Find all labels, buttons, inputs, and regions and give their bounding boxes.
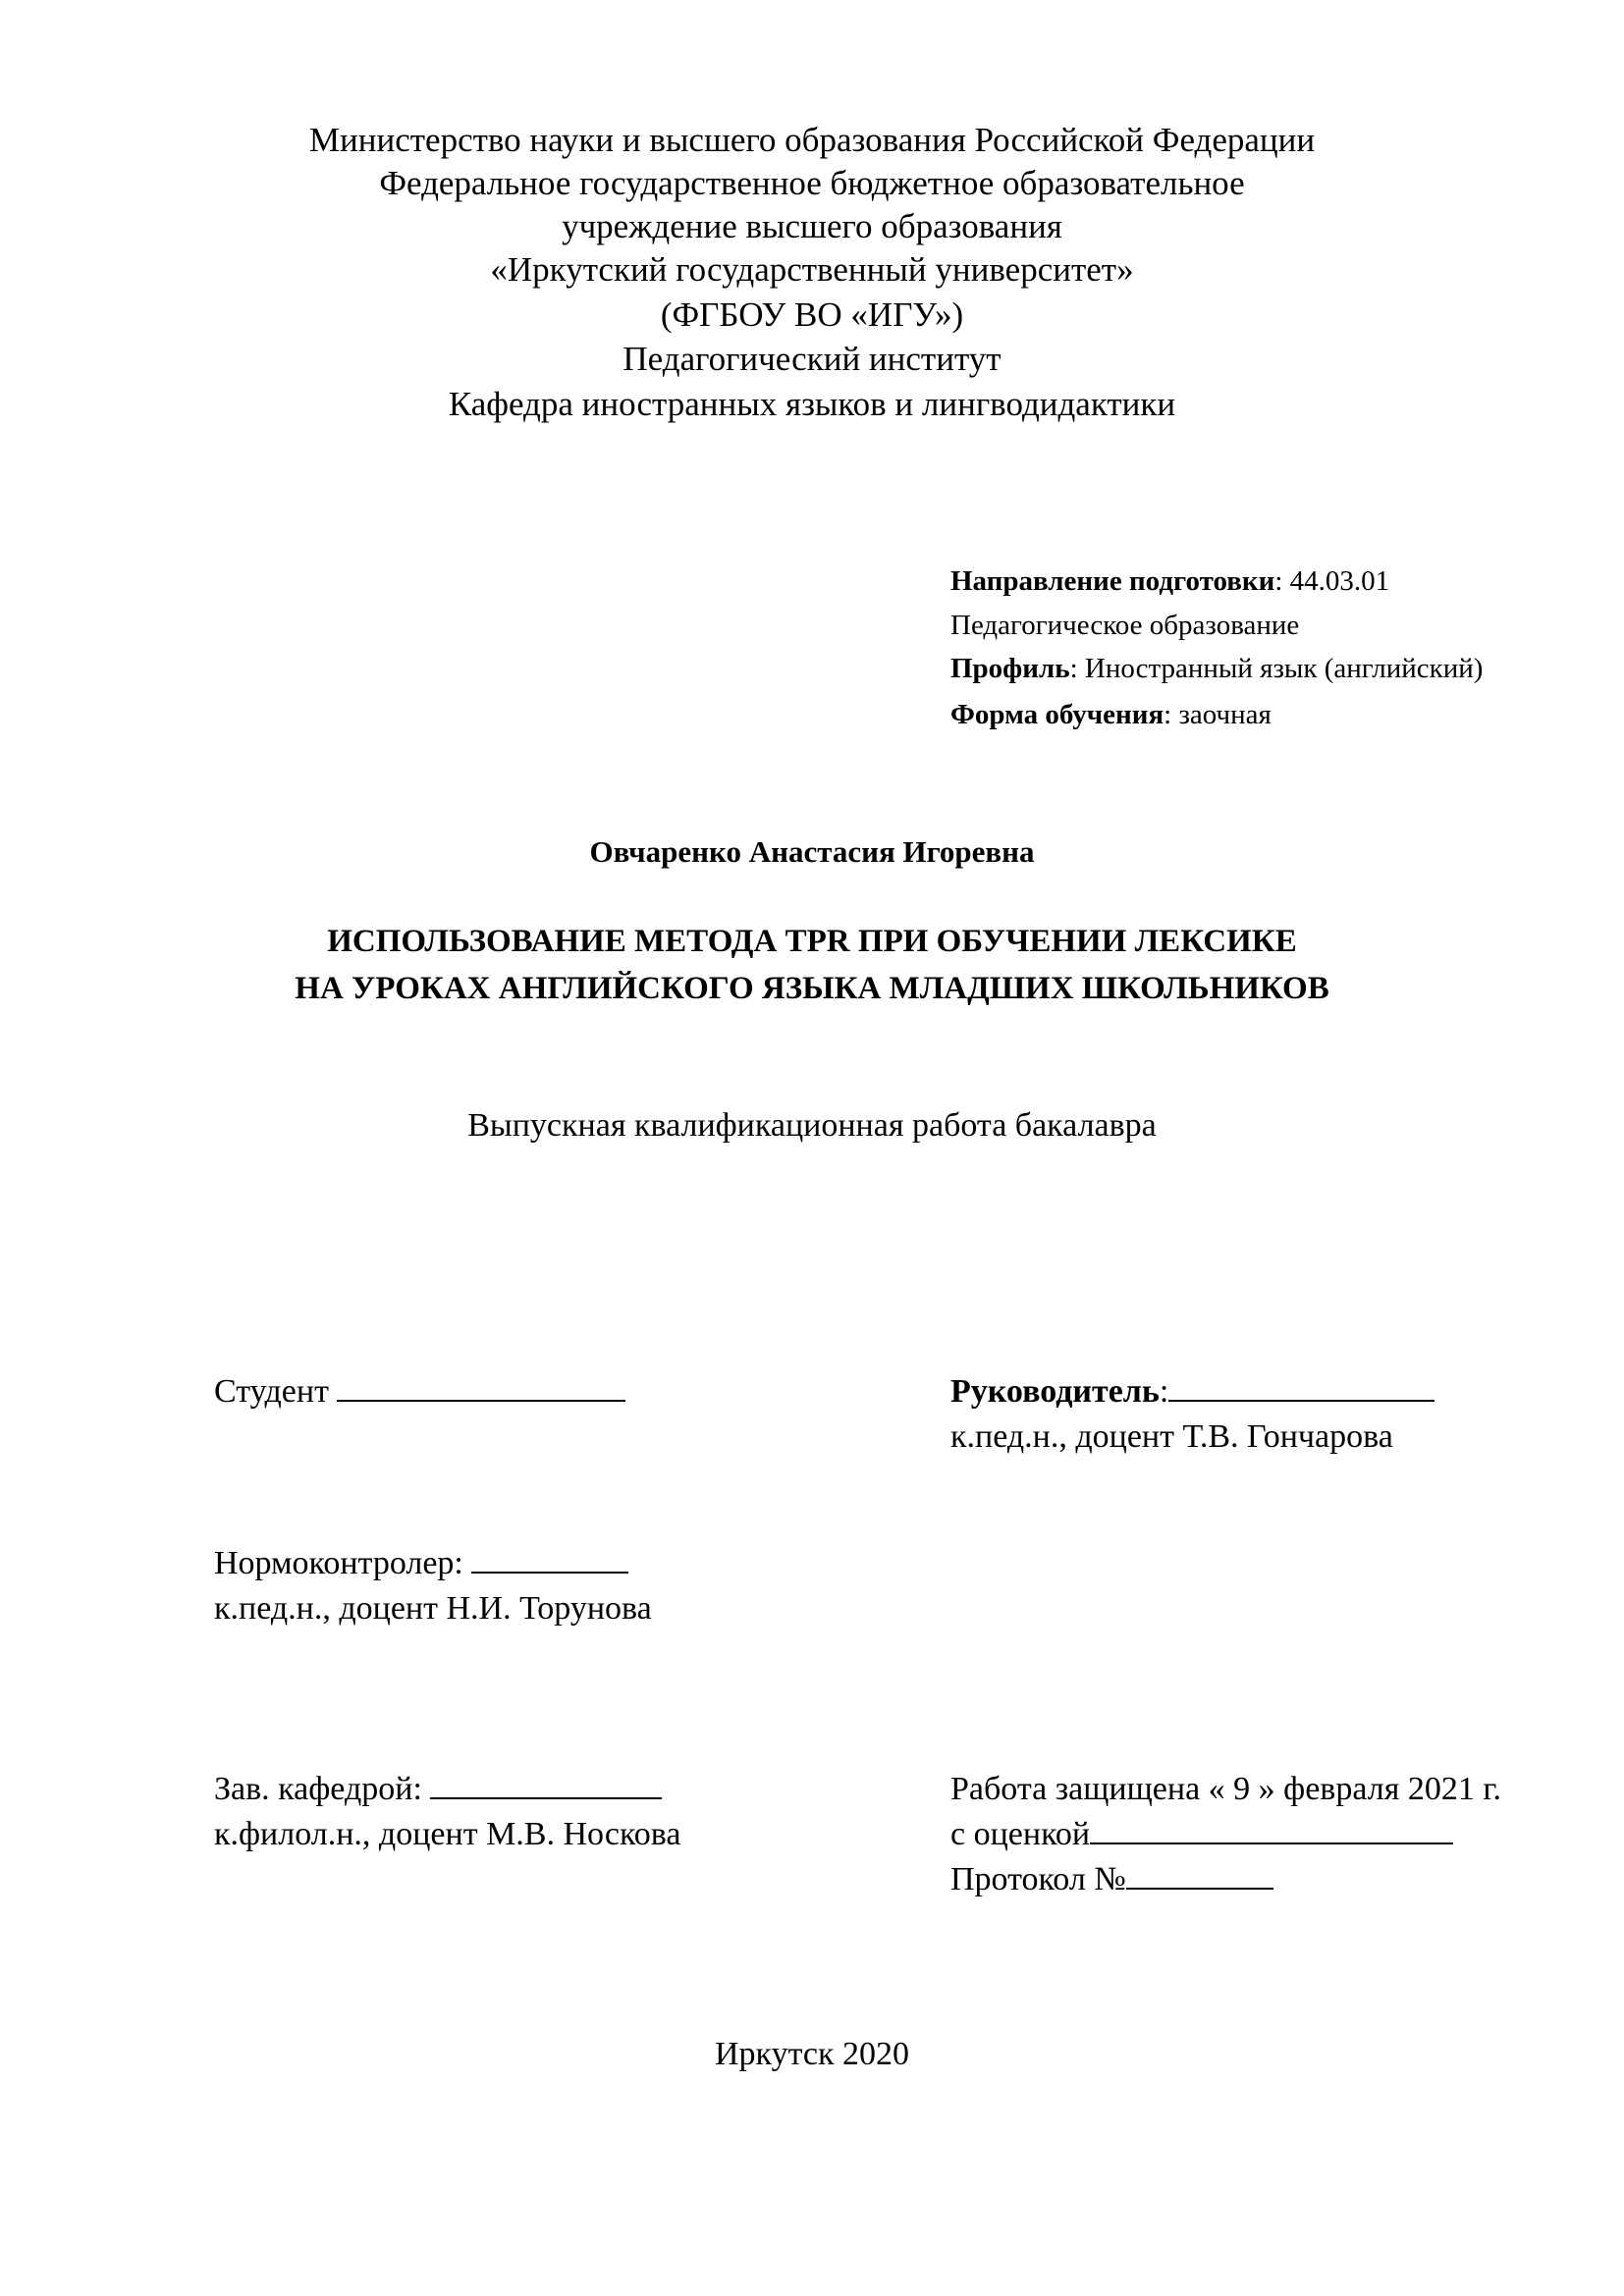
normcontrol-label: Нормоконтролер: bbox=[214, 1545, 472, 1581]
student-signature bbox=[214, 1369, 625, 1414]
head-signature-line bbox=[430, 1768, 662, 1799]
head-signature bbox=[214, 1767, 662, 1811]
head-label: Зав. кафедрой: bbox=[214, 1771, 431, 1807]
work-type: Выпускная квалификационная работа бакалавра bbox=[467, 1107, 1157, 1144]
study-form-value: : заочная bbox=[1164, 699, 1272, 730]
ministry-line: Министерство науки и высшего образования Российской Федерации bbox=[308, 121, 1316, 159]
study-form-line bbox=[950, 697, 1272, 732]
protocol-field-line bbox=[1126, 1858, 1273, 1890]
department-name: Кафедра иностранных языков и лингводидактики bbox=[448, 385, 1176, 423]
student-signature-line bbox=[337, 1370, 625, 1402]
supervisor-colon: : bbox=[1159, 1373, 1169, 1410]
normcontrol-name: к.пед.н., доцент Н.И. Торунова bbox=[214, 1590, 652, 1627]
thesis-title-line-1: ИСПОЛЬЗОВАНИЕ МЕТОДА TPR ПРИ ОБУЧЕНИИ ЛЕКСИКЕ bbox=[327, 924, 1297, 959]
normcontrol-signature bbox=[214, 1541, 628, 1585]
study-form-label: Форма обучения bbox=[950, 699, 1164, 730]
direction-value: : 44.03.01 bbox=[1274, 565, 1390, 597]
university-abbreviation: (ФГБОУ ВО «ИГУ») bbox=[660, 295, 964, 334]
thesis-title-line-2: НА УРОКАХ АНГЛИЙСКОГО ЯЗЫКА МЛАДШИХ ШКОЛЬНИКОВ bbox=[295, 971, 1329, 1006]
institute-name: Педагогический институт bbox=[623, 340, 1001, 378]
protocol-label: Протокол № bbox=[950, 1861, 1126, 1897]
direction-name: Педагогическое образование bbox=[950, 610, 1300, 641]
normcontrol-signature-line bbox=[471, 1542, 628, 1574]
university-name: «Иркутский государственный университет» bbox=[490, 250, 1134, 289]
supervisor-signature-line bbox=[1168, 1370, 1435, 1402]
grade-label: с оценкой bbox=[950, 1816, 1091, 1852]
supervisor-signature bbox=[950, 1369, 1435, 1414]
grade-field-line bbox=[1090, 1813, 1453, 1844]
profile-label: Профиль bbox=[950, 653, 1070, 684]
student-label: Студент bbox=[214, 1373, 338, 1410]
direction-line bbox=[950, 563, 1389, 599]
institution-type-line-2: учреждение высшего образования bbox=[562, 207, 1062, 245]
protocol-line bbox=[950, 1857, 1273, 1901]
author-name: Овчаренко Анастасия Игоревна bbox=[589, 834, 1035, 869]
direction-label: Направление подготовки bbox=[950, 565, 1275, 597]
profile-line bbox=[950, 651, 1483, 686]
grade-line bbox=[950, 1812, 1453, 1856]
supervisor-name: к.пед.н., доцент Т.В. Гончарова bbox=[950, 1418, 1393, 1455]
supervisor-label: Руководитель bbox=[950, 1373, 1160, 1410]
defense-date: Работа защищена « 9 » февраля 2021 г. bbox=[950, 1771, 1501, 1807]
profile-value: : Иностранный язык (английский) bbox=[1069, 653, 1484, 684]
head-name: к.филол.н., доцент М.В. Носкова bbox=[214, 1816, 681, 1852]
city-year: Иркутск 2020 bbox=[715, 2036, 909, 2072]
institution-type-line: Федеральное государственное бюджетное образовательное bbox=[379, 164, 1245, 202]
